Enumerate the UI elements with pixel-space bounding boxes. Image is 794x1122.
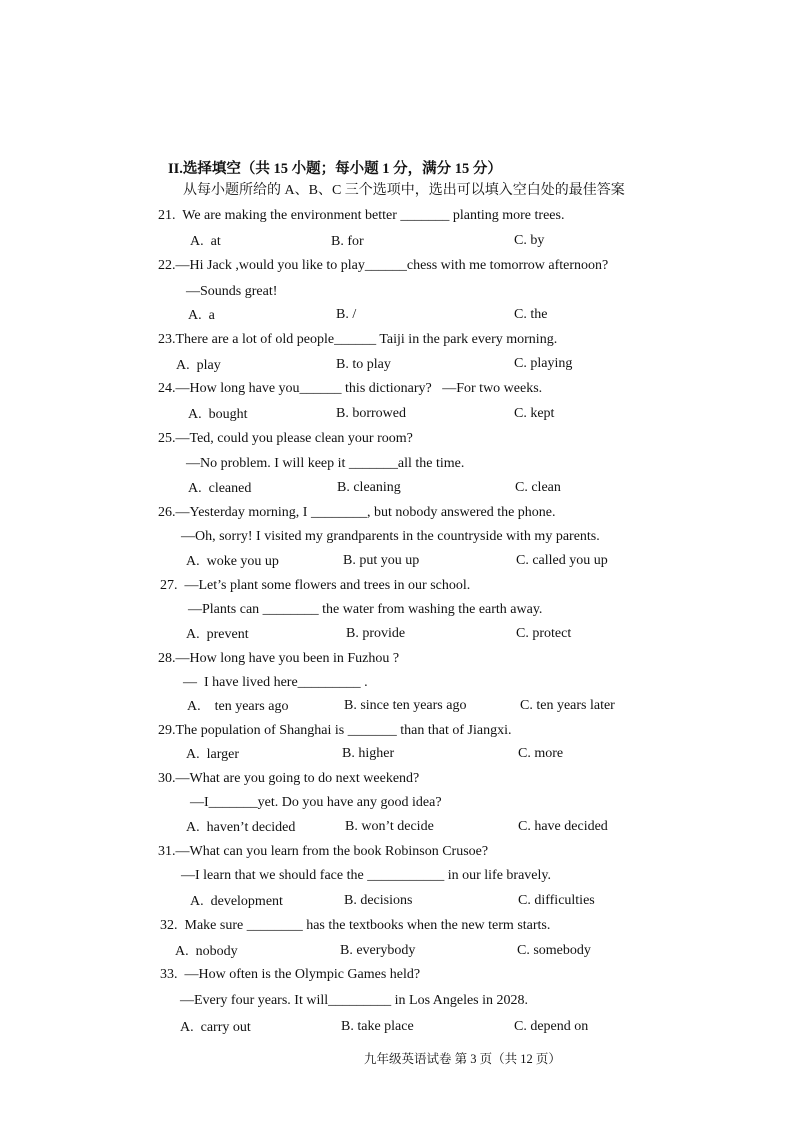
question-22-option-a: A. a (188, 308, 215, 323)
question-25-reply: —No problem. I will keep it _______all the time. (186, 456, 465, 471)
question-22-option-b: B. / (336, 307, 357, 322)
question-24-option-a: A. bought (188, 407, 248, 422)
question-32-stem: 32. Make sure ________ has the textbooks when the new term starts. (160, 918, 551, 933)
question-31-option-b: B. decisions (344, 893, 413, 908)
question-28-option-b: B. since ten years ago (344, 698, 467, 713)
question-30-option-a: A. haven’t decided (186, 820, 296, 835)
question-31-option-c: C. difficulties (518, 893, 595, 908)
question-33-reply: —Every four years. It will_________ in Los Angeles in 2028. (180, 993, 529, 1008)
question-32-option-b: B. everybody (340, 943, 416, 958)
question-21-option-b: B. for (331, 234, 364, 249)
question-26-stem: 26.—Yesterday morning, I ________, but nobody answered the phone. (158, 505, 556, 520)
section-instruction: 从每小题所给的 A、B、C 三个选项中，选出可以填入空白处的最佳答案 (183, 183, 625, 198)
question-29-option-a: A. larger (186, 747, 239, 762)
question-21-stem: 21. We are making the environment better _______ planting more trees. (158, 208, 565, 223)
question-24-stem: 24.—How long have you______ this dictionary? —For two weeks. (158, 381, 543, 396)
question-27-option-c: C. protect (516, 626, 572, 641)
question-30-reply: —I_______yet. Do you have any good idea? (190, 795, 442, 810)
question-33-option-b: B. take place (341, 1019, 414, 1034)
question-27-option-b: B. provide (346, 626, 406, 641)
question-31-stem: 31.—What can you learn from the book Robinson Crusoe? (158, 844, 489, 859)
question-28-reply: — I have lived here_________ . (183, 675, 368, 690)
question-26-option-c: C. called you up (516, 553, 608, 568)
question-24-option-b: B. borrowed (336, 406, 406, 421)
question-30-option-c: C. have decided (518, 819, 608, 834)
question-26-option-a: A. woke you up (186, 554, 279, 569)
question-22-option-c: C. the (514, 307, 548, 322)
question-32-option-a: A. nobody (175, 944, 238, 959)
question-25-option-b: B. cleaning (337, 480, 401, 495)
section-heading: II.选择填空（共 15 小题；每小题 1 分，满分 15 分） (168, 161, 502, 177)
page-footer: 九年级英语试卷 第 3 页（共 12 页） (364, 1052, 561, 1066)
question-23-option-c: C. playing (514, 356, 573, 371)
question-30-stem: 30.—What are you going to do next weekend? (158, 771, 420, 786)
question-23-option-a: A. play (176, 358, 221, 373)
question-30-option-b: B. won’t decide (345, 819, 434, 834)
question-21-option-c: C. by (514, 233, 545, 248)
question-23-option-b: B. to play (336, 357, 391, 372)
question-22-reply: —Sounds great! (186, 284, 278, 299)
question-31-reply: —I learn that we should face the ___________ in our life bravely. (181, 868, 551, 883)
question-33-option-c: C. depend on (514, 1019, 589, 1034)
question-29-option-b: B. higher (342, 746, 395, 761)
question-25-option-a: A. cleaned (188, 481, 252, 496)
question-27-reply: —Plants can ________ the water from washing the earth away. (188, 602, 543, 617)
question-21-option-a: A. at (190, 234, 221, 249)
question-28-option-a: A. ten years ago (187, 699, 289, 714)
question-33-option-a: A. carry out (180, 1020, 251, 1035)
question-29-stem: 29.The population of Shanghai is _______ than that of Jiangxi. (158, 723, 512, 738)
question-29-option-c: C. more (518, 746, 564, 761)
question-27-option-a: A. prevent (186, 627, 249, 642)
question-27-stem: 27. —Let’s plant some flowers and trees in our school. (160, 578, 471, 593)
question-28-option-c: C. ten years later (520, 698, 615, 713)
question-24-option-c: C. kept (514, 406, 555, 421)
question-23-stem: 23.There are a lot of old people______ Taiji in the park every morning. (158, 332, 558, 347)
question-33-stem: 33. —How often is the Olympic Games held? (160, 967, 421, 982)
question-22-stem: 22.—Hi Jack ,would you like to play______chess with me tomorrow afternoon? (158, 258, 609, 273)
question-25-stem: 25.—Ted, could you please clean your room? (158, 431, 413, 446)
question-28-stem: 28.—How long have you been in Fuzhou ? (158, 651, 400, 666)
question-32-option-c: C. somebody (517, 943, 591, 958)
question-26-option-b: B. put you up (343, 553, 420, 568)
question-25-option-c: C. clean (515, 480, 561, 495)
question-31-option-a: A. development (190, 894, 283, 909)
question-26-reply: —Oh, sorry! I visited my grandparents in the countryside with my parents. (181, 529, 600, 544)
